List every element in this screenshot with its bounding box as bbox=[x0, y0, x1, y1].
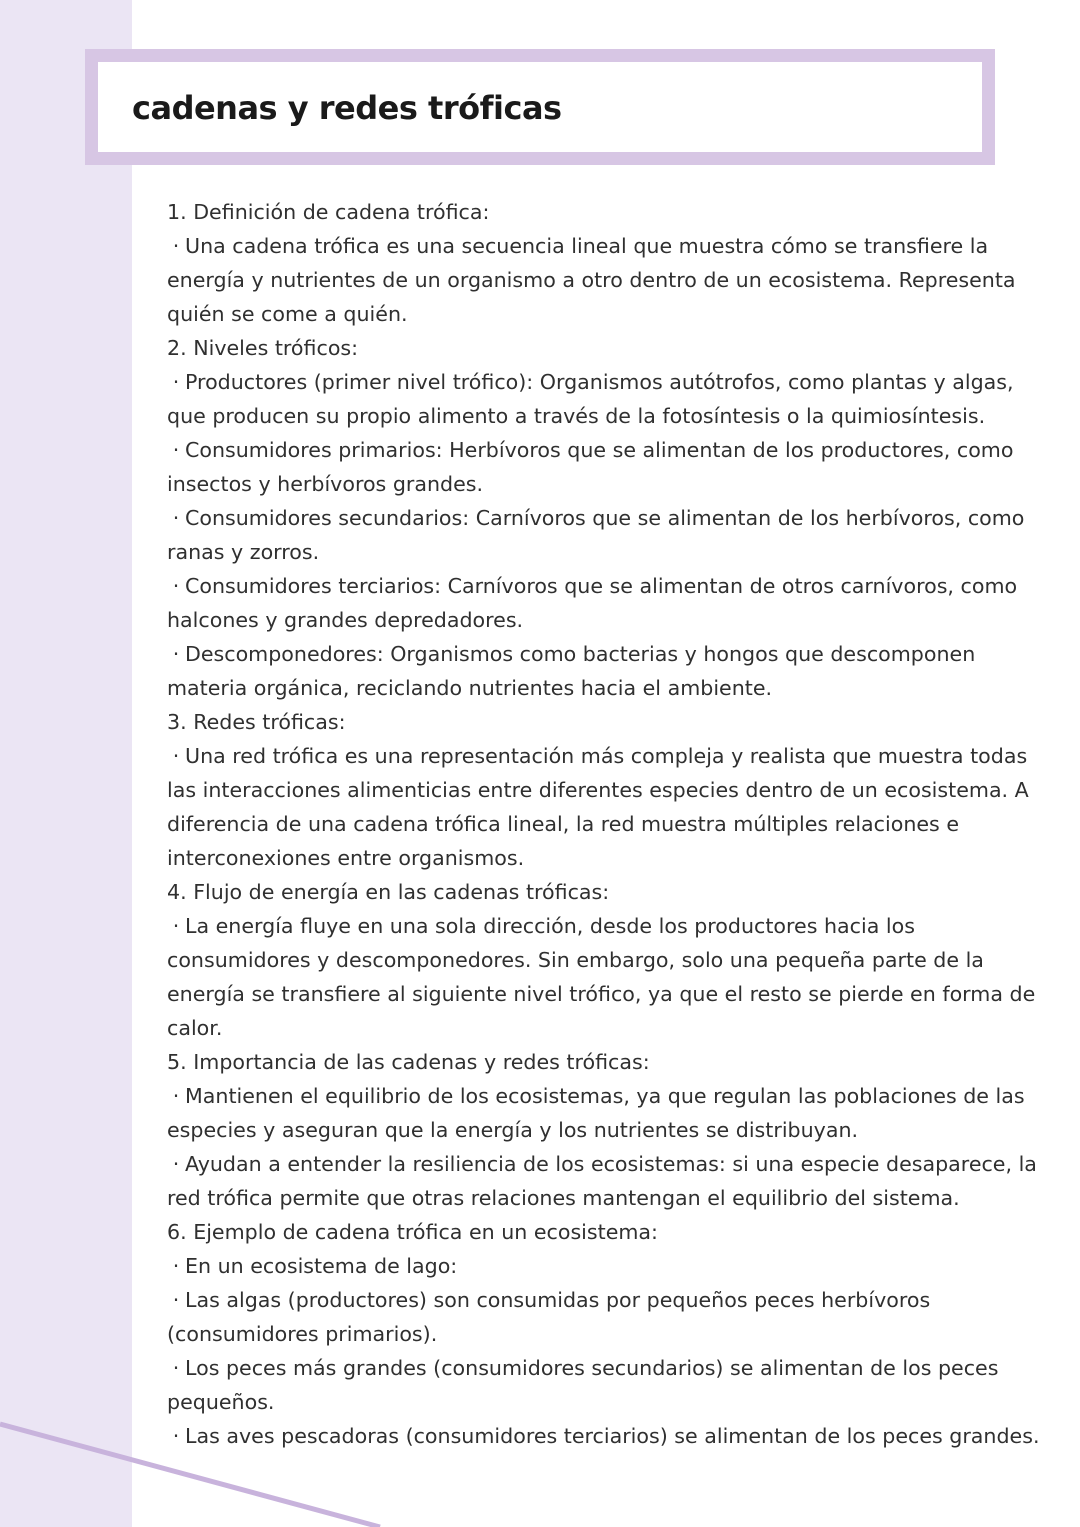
bullet-item bbox=[167, 229, 1047, 331]
bullet-icon: · bbox=[172, 1152, 180, 1176]
bullet-text: Las algas (productores) son consumidas por pequeños peces herbívoros (consumidores primarios). bbox=[167, 1288, 931, 1346]
bullet-text: En un ecosistema de lago: bbox=[185, 1254, 458, 1278]
bullet-icon: · bbox=[172, 1254, 180, 1278]
bullet-item bbox=[167, 909, 1047, 1045]
bullet-item bbox=[167, 1147, 1047, 1215]
bullet-icon: · bbox=[172, 1424, 180, 1448]
bullet-icon: · bbox=[172, 1084, 180, 1108]
bullet-item bbox=[167, 1283, 1047, 1351]
bullet-text: Las aves pescadoras (consumidores terciarios) se alimentan de los peces grandes. bbox=[185, 1424, 1040, 1448]
section-2 bbox=[167, 331, 1047, 705]
bullet-item bbox=[167, 1079, 1047, 1147]
section-1 bbox=[167, 195, 1047, 331]
bullet-icon: · bbox=[172, 744, 180, 768]
bullet-icon: · bbox=[172, 370, 180, 394]
bullet-text: Consumidores secundarios: Carnívoros que se alimentan de los herbívoros, como ranas y zorros. bbox=[167, 506, 1025, 564]
section-heading: 3. Redes tróficas: bbox=[167, 710, 346, 734]
section-heading: 1. Definición de cadena trófica: bbox=[167, 200, 490, 224]
document-body bbox=[167, 195, 1047, 1453]
bullet-text: Ayudan a entender la resiliencia de los ecosistemas: si una especie desaparece, la red trófica permite que otras relaciones mantengan el equilibrio del sistema. bbox=[167, 1152, 1037, 1210]
bullet-text: Productores (primer nivel trófico): Organismos autótrofos, como plantas y algas, que producen su propio alimento a través de la fotosíntesis o la quimiosíntesis. bbox=[167, 370, 1014, 428]
bullet-text: Una red trófica es una representación más compleja y realista que muestra todas las interacciones alimenticias entre diferentes especies dentro de un ecosistema. A diferencia de una cadena trófica lineal, la red muestra múltiples relaciones e interconexiones entre organismos. bbox=[167, 744, 1029, 870]
bullet-text: Descomponedores: Organismos como bacterias y hongos que descomponen materia orgánica, reciclando nutrientes hacia el ambiente. bbox=[167, 642, 976, 700]
bullet-icon: · bbox=[172, 914, 180, 938]
bullet-text: La energía fluye en una sola dirección, desde los productores hacia los consumidores y descomponedores. Sin embargo, solo una pequeña parte de la energía se transfiere al siguiente nivel trófico, ya que el resto se pierde en forma de calor. bbox=[167, 914, 1036, 1040]
section-3 bbox=[167, 705, 1047, 875]
section-heading: 6. Ejemplo de cadena trófica en un ecosistema: bbox=[167, 1220, 658, 1244]
section-heading: 5. Importancia de las cadenas y redes tróficas: bbox=[167, 1050, 650, 1074]
left-decorative-band bbox=[0, 0, 132, 1527]
bullet-item bbox=[167, 569, 1047, 637]
bullet-item bbox=[167, 1419, 1047, 1453]
bullet-item bbox=[167, 365, 1047, 433]
bullet-icon: · bbox=[172, 574, 180, 598]
section-4 bbox=[167, 875, 1047, 1045]
bullet-item bbox=[167, 1249, 1047, 1283]
bullet-item bbox=[167, 1351, 1047, 1419]
bullet-text: Los peces más grandes (consumidores secundarios) se alimentan de los peces pequeños. bbox=[167, 1356, 999, 1414]
section-5 bbox=[167, 1045, 1047, 1215]
bullet-text: Consumidores terciarios: Carnívoros que se alimentan de otros carnívoros, como halcones y grandes depredadores. bbox=[167, 574, 1018, 632]
bullet-icon: · bbox=[172, 1356, 180, 1380]
bullet-icon: · bbox=[172, 506, 180, 530]
page-title: cadenas y redes tróficas bbox=[132, 89, 562, 127]
section-6 bbox=[167, 1215, 1047, 1453]
bullet-item bbox=[167, 501, 1047, 569]
bullet-text: Una cadena trófica es una secuencia lineal que muestra cómo se transfiere la energía y nutrientes de un organismo a otro dentro de un ecosistema. Representa quién se come a quién. bbox=[167, 234, 1016, 326]
bullet-item bbox=[167, 433, 1047, 501]
bullet-text: Consumidores primarios: Herbívoros que se alimentan de los productores, como insectos y herbívoros grandes. bbox=[167, 438, 1014, 496]
bullet-icon: · bbox=[172, 234, 180, 258]
bullet-icon: · bbox=[172, 1288, 180, 1312]
bullet-item bbox=[167, 739, 1047, 875]
bullet-icon: · bbox=[172, 642, 180, 666]
bullet-item bbox=[167, 637, 1047, 705]
section-heading: 4. Flujo de energía en las cadenas tróficas: bbox=[167, 880, 610, 904]
bullet-icon: · bbox=[172, 438, 180, 462]
section-heading: 2. Niveles tróficos: bbox=[167, 336, 359, 360]
bullet-text: Mantienen el equilibrio de los ecosistemas, ya que regulan las poblaciones de las especies y aseguran que la energía y los nutrientes se distribuyan. bbox=[167, 1084, 1025, 1142]
